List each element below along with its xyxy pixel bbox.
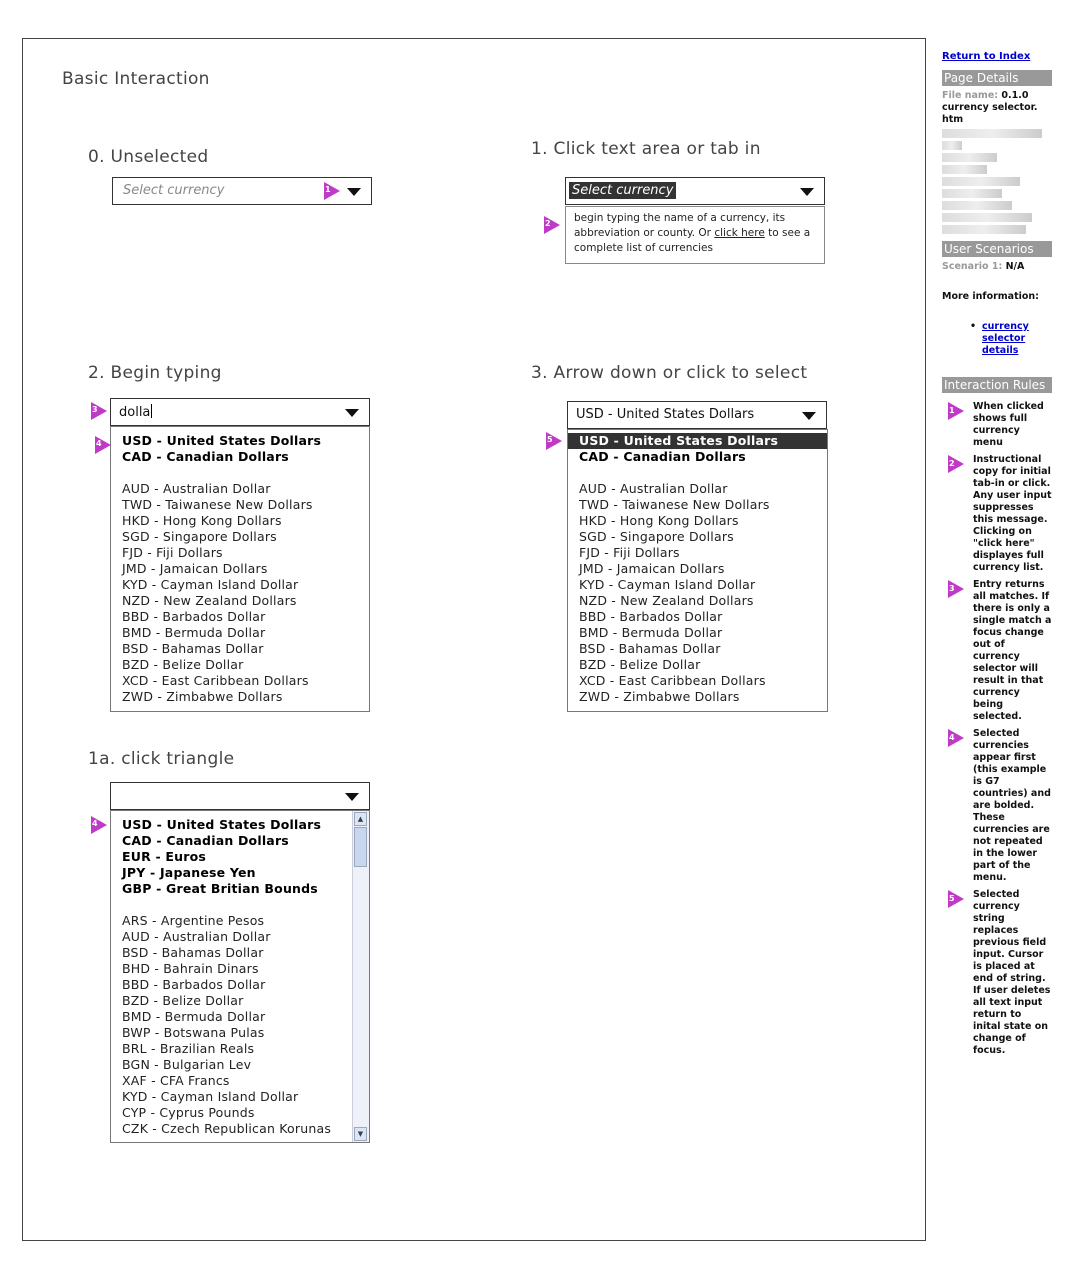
list-item[interactable]: KYD - Cayman Island Dollar — [579, 577, 756, 592]
instruction-hint: begin typing the name of a currency, its abbreviation or county. Or click here to see a complete list of currencies — [565, 206, 825, 264]
scenario-1: Scenario 1: N/A — [942, 261, 1025, 272]
more-info-list: • currency selector details — [942, 321, 1052, 357]
list-item[interactable]: BZD - Belize Dollar — [122, 657, 244, 672]
list-item[interactable]: CYP - Cyprus Pounds — [122, 1105, 255, 1120]
selected-value: USD - United States Dollars — [576, 407, 755, 422]
dropdown-triangle-icon[interactable] — [347, 188, 361, 196]
list-item[interactable]: BSD - Bahamas Dollar — [122, 641, 264, 656]
marker-1-icon: 1 — [324, 182, 340, 200]
marker-4-icon: 4 — [91, 816, 107, 834]
section-0-heading: 0. Unselected — [88, 147, 209, 167]
list-item[interactable]: XCD - East Caribbean Dollars — [122, 673, 309, 688]
list-item[interactable]: AUD - Australian Dollar — [122, 481, 271, 496]
rule-text: Instructional copy for initial tab-in or click. Any user input suppresses this message. Clicking on "click here" displayes full currency list. — [973, 454, 1052, 573]
more-info-label: More information: — [942, 291, 1039, 302]
marker-5-icon: 5 — [948, 890, 964, 908]
list-item-featured[interactable]: USD - United States Dollars — [568, 433, 827, 449]
list-item[interactable]: FJD - Fiji Dollars — [122, 545, 223, 560]
scrollbar[interactable] — [352, 811, 369, 1142]
list-item[interactable]: AUD - Australian Dollar — [579, 481, 728, 496]
currency-select-focused[interactable] — [565, 177, 825, 205]
interaction-rule-5 — [942, 889, 1052, 1057]
list-item[interactable]: TWD - Taiwanese New Dollars — [122, 497, 313, 512]
list-item[interactable]: BSD - Bahamas Dollar — [122, 945, 264, 960]
list-item[interactable]: CZK - Czech Republican Korunas — [122, 1121, 332, 1136]
list-item[interactable]: ZWD - Zimbabwe Dollars — [579, 689, 740, 704]
list-item[interactable]: NZD - New Zealand Dollars — [122, 593, 297, 608]
section-1-heading: 1. Click text area or tab in — [531, 139, 761, 159]
section-2-heading: 2. Begin typing — [88, 363, 222, 383]
list-item[interactable]: XAF - CFA Francs — [122, 1073, 230, 1088]
dropdown-triangle-icon[interactable] — [345, 409, 359, 417]
list-item[interactable]: HKD - Hong Kong Dollars — [122, 513, 282, 528]
list-item[interactable]: BSD - Bahamas Dollar — [579, 641, 721, 656]
scroll-down-icon[interactable]: ▼ — [354, 1127, 367, 1141]
list-item[interactable]: XCD - East Caribbean Dollars — [579, 673, 766, 688]
list-item-featured[interactable]: USD - United States Dollars — [122, 433, 322, 448]
marker-5-icon: 5 — [546, 432, 562, 450]
list-item[interactable]: ZWD - Zimbabwe Dollars — [122, 689, 283, 704]
list-item-featured[interactable]: JPY - Japanese Yen — [122, 865, 256, 880]
list-item-featured[interactable]: CAD - Canadian Dollars — [122, 449, 289, 464]
marker-4-icon: 4 — [948, 729, 964, 747]
list-item[interactable]: BWP - Botswana Pulas — [122, 1025, 265, 1040]
marker-3-icon: 3 — [91, 402, 107, 420]
interaction-rule-4 — [942, 728, 1052, 884]
rule-text: Selected currency string replaces previous field input. Cursor is placed at end of string. If user deletes all text input return to inital state on change of focus. — [973, 889, 1051, 1056]
page-title: Basic Interaction — [62, 69, 210, 89]
list-item[interactable]: BMD - Bermuda Dollar — [122, 625, 266, 640]
file-name: File name: 0.1.0 currency selector. htm — [942, 90, 1038, 125]
list-separator — [111, 465, 369, 481]
return-to-index-link[interactable]: Return to Index — [942, 51, 1031, 62]
interaction-rules-list — [942, 401, 1052, 1057]
list-item-featured[interactable]: GBP - Great Britian Bounds — [122, 881, 318, 896]
list-item-featured[interactable]: EUR - Euros — [122, 849, 207, 864]
list-item[interactable]: SGD - Singapore Dollars — [579, 529, 734, 544]
currency-select-selected[interactable] — [567, 401, 827, 429]
list-separator — [111, 897, 369, 913]
marker-3-icon: 3 — [948, 580, 964, 598]
list-item[interactable]: ARS - Argentine Pesos — [122, 913, 265, 928]
list-item[interactable]: KYD - Cayman Island Dollar — [122, 1089, 299, 1104]
marker-1-icon: 1 — [948, 402, 964, 420]
list-item-featured[interactable]: USD - United States Dollars — [122, 817, 322, 832]
list-item[interactable]: BBD - Barbados Dollar — [122, 977, 266, 992]
list-item[interactable]: BRL - Brazilian Reals — [122, 1041, 255, 1056]
interaction-rules-header: Interaction Rules — [942, 377, 1052, 393]
rule-text: Selected currencies appear first (this example is G7 countries) and are bolded. These currencies are not repeated in the lower part of the menu. — [973, 728, 1051, 883]
list-item[interactable]: AUD - Australian Dollar — [122, 929, 271, 944]
dropdown-triangle-icon[interactable] — [345, 793, 359, 801]
currency-placeholder: Select currency — [123, 183, 225, 198]
list-item[interactable]: KYD - Cayman Island Dollar — [122, 577, 299, 592]
list-item[interactable]: NZD - New Zealand Dollars — [579, 593, 754, 608]
marker-4-icon: 4 — [95, 436, 111, 454]
list-item[interactable]: JMD - Jamaican Dollars — [122, 561, 268, 576]
list-item[interactable]: BBD - Barbados Dollar — [122, 609, 266, 624]
currency-dropdown-select — [567, 429, 828, 712]
list-item[interactable]: TWD - Taiwanese New Dollars — [579, 497, 770, 512]
currency-select-empty[interactable] — [110, 782, 370, 810]
list-item[interactable]: HKD - Hong Kong Dollars — [579, 513, 739, 528]
scroll-up-icon[interactable]: ▲ — [354, 812, 367, 826]
marker-2-icon: 2 — [544, 216, 560, 234]
currency-dropdown-full — [110, 810, 370, 1143]
rule-text: When clicked shows full currency menu — [973, 401, 1044, 448]
list-item[interactable]: BBD - Barbados Dollar — [579, 609, 723, 624]
interaction-rule-1 — [942, 401, 1052, 449]
user-scenarios-header: User Scenarios — [942, 241, 1052, 257]
list-item-featured[interactable]: CAD - Canadian Dollars — [122, 833, 289, 848]
currency-selector-details-link[interactable]: currency selector details — [982, 321, 1029, 356]
typed-text: dolla — [119, 405, 151, 420]
interaction-rule-3 — [942, 579, 1052, 723]
section-3-heading: 3. Arrow down or click to select — [531, 363, 808, 383]
click-here-link[interactable]: click here — [714, 227, 765, 239]
sidebar — [942, 44, 1052, 1057]
list-item[interactable]: BZD - Belize Dollar — [122, 993, 244, 1008]
scroll-thumb[interactable] — [354, 827, 367, 867]
list-item[interactable]: BMD - Bermuda Dollar — [122, 1009, 266, 1024]
list-item[interactable]: FJD - Fiji Dollars — [579, 545, 680, 560]
list-item[interactable]: BZD - Belize Dollar — [579, 657, 701, 672]
selected-field-text: Select currency — [569, 182, 676, 199]
section-1a-heading: 1a. click triangle — [88, 749, 235, 769]
page-details-header: Page Details — [942, 70, 1052, 86]
marker-2-icon: 2 — [948, 455, 964, 473]
dropdown-triangle-icon[interactable] — [800, 188, 814, 196]
dropdown-triangle-icon[interactable] — [802, 412, 816, 420]
rule-text: Entry returns all matches. If there is only a single match a focus change out of currency selector will result in that currency being selected. — [973, 579, 1052, 722]
blurred-details — [942, 129, 1052, 234]
list-item[interactable]: SGD - Singapore Dollars — [122, 529, 277, 544]
list-item[interactable]: BGN - Bulgarian Lev — [122, 1057, 252, 1072]
currency-dropdown-filtered — [110, 426, 370, 712]
text-caret — [151, 404, 152, 418]
list-item[interactable]: BHD - Bahrain Dinars — [122, 961, 259, 976]
list-item[interactable]: BMD - Bermuda Dollar — [579, 625, 723, 640]
list-separator — [568, 465, 827, 481]
interaction-rule-2 — [942, 454, 1052, 574]
list-item[interactable]: JMD - Jamaican Dollars — [579, 561, 725, 576]
list-item-featured[interactable]: CAD - Canadian Dollars — [579, 449, 746, 464]
currency-input-typing[interactable] — [110, 398, 370, 426]
